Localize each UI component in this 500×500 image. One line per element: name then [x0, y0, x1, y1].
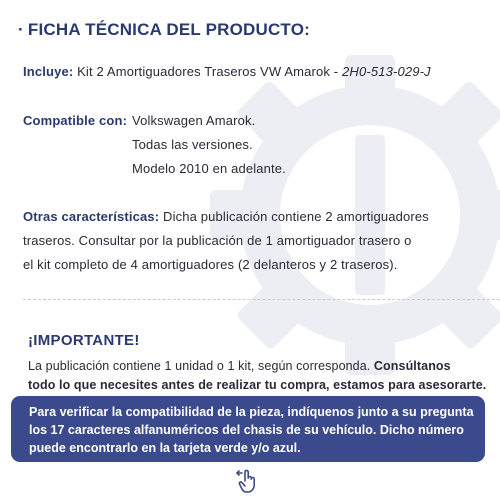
important-title: ¡IMPORTANTE! — [28, 332, 140, 349]
title-text: FICHA TÉCNICA DEL PRODUCTO: — [27, 20, 310, 39]
part-number: 2H0-513-029-J — [342, 64, 431, 79]
otras-label: Otras características: — [23, 209, 160, 224]
section-divider — [23, 299, 500, 300]
hand-swipe-icon — [233, 466, 261, 494]
otras-line-3: el kit completo de 4 amortiguadores (2 delanteros y 2 traseros). — [23, 257, 398, 272]
important-line-1-bold: Consúltanos — [373, 359, 451, 373]
incluye-text: Kit 2 Amortiguadores Traseros VW Amarok - — [73, 64, 343, 79]
otras-line-2: traseros. Consultar por la publicación de 1 amortiguador trasero o — [23, 233, 412, 248]
banner-line-1: Para verificar la compatibilidad de la pieza, indíquenos junto a su pregunta — [29, 405, 474, 419]
compatible-label: Compatible con: — [23, 113, 128, 128]
banner-line-3: puede encontrarlo en la tarjeta verde y/o azul. — [29, 441, 301, 455]
title-bullet: · — [18, 20, 24, 39]
important-line-1-regular: La publicación contiene 1 unidad o 1 kit, según corresponda. — [28, 359, 374, 373]
incluye-row — [23, 64, 431, 79]
otras-row — [23, 209, 429, 224]
otras-line-1: Dicha publicación contiene 2 amortiguadores — [159, 209, 429, 224]
product-sheet-title — [18, 20, 310, 40]
compatible-row — [23, 113, 127, 128]
important-line-2-bold: todo lo que necesites antes de realizar tu compra, estamos para asesorarte. — [28, 378, 487, 392]
compatible-line-2: Todas las versiones. — [132, 137, 253, 152]
important-line-2 — [28, 378, 486, 392]
banner-line-2: los 17 caracteres alfanuméricos del chasis de su vehículo. Dicho número — [29, 423, 464, 437]
incluye-label: Incluye: — [23, 64, 74, 79]
compatible-line-1: Volkswagen Amarok. — [132, 113, 256, 128]
compatible-line-3: Modelo 2010 en adelante. — [132, 161, 286, 176]
important-line-1 — [28, 359, 451, 373]
chassis-info-banner — [11, 396, 485, 462]
